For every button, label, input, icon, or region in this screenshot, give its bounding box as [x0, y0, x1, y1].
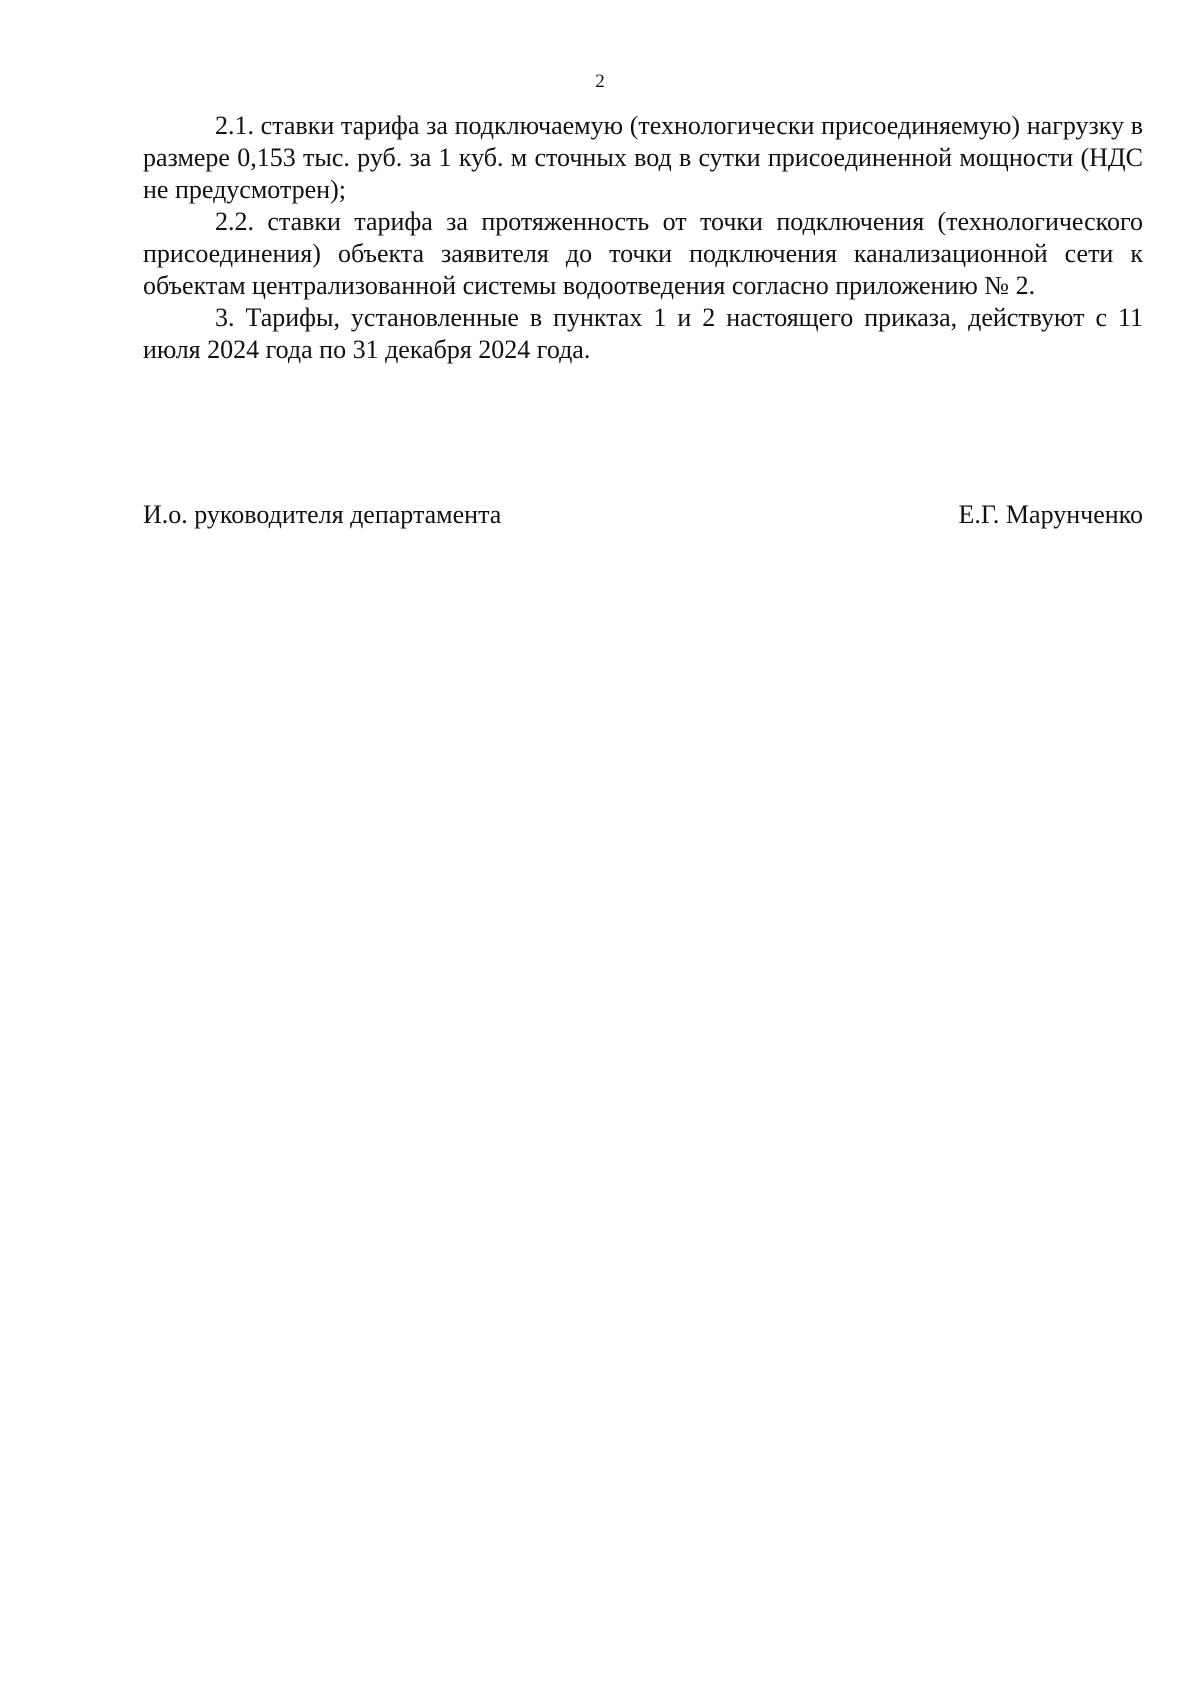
- signatory-title: И.о. руководителя департамента: [143, 500, 502, 529]
- signatory-name: Е.Г. Марунченко: [958, 500, 1143, 529]
- paragraph-2-2: 2.2. ставки тарифа за протяженность от точки подключения (технологического присоединения) объекта заявителя до точки подключения канализационной сети к объектам централизованной системы водоотведения согласно приложению № 2.: [143, 207, 1143, 300]
- document-body: [143, 110, 1143, 366]
- paragraph-3: 3. Тарифы, установленные в пунктах 1 и 2 настоящего приказа, действуют с 11 июля 2024 года по 31 декабря 2024 года.: [143, 303, 1143, 364]
- paragraph-2-1: 2.1. ставки тарифа за подключаемую (технологически присоединяемую) нагрузку в размере 0,153 тыс. руб. за 1 куб. м сточных вод в сутки присоединенной мощности (НДС не предусмотрен);: [143, 111, 1143, 204]
- page-number: 2: [595, 71, 605, 92]
- signature-block: [143, 499, 1143, 533]
